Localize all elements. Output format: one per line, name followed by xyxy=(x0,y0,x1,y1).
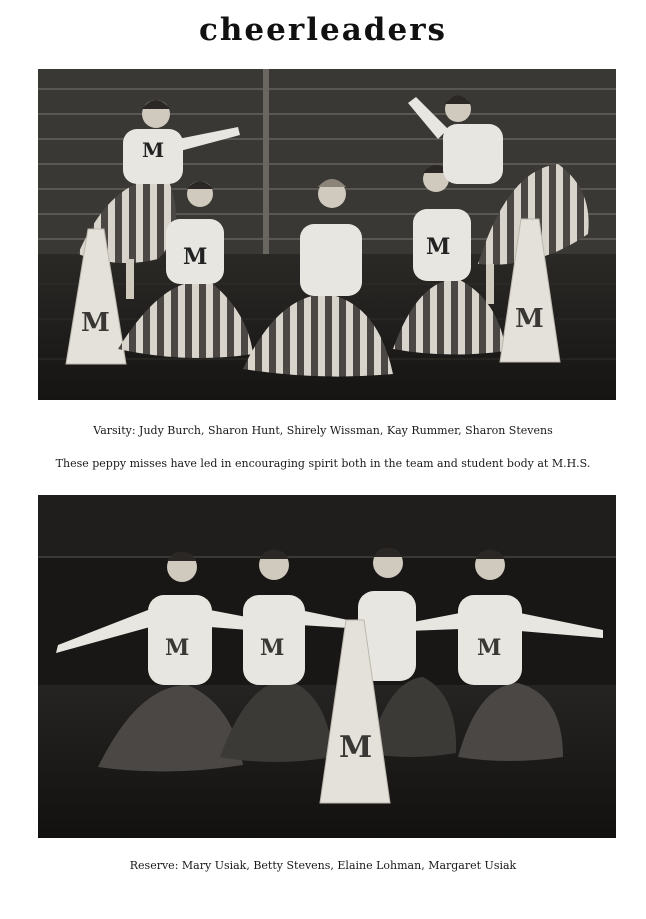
page-title: cheerleaders xyxy=(199,12,447,48)
svg-text:M: M xyxy=(183,244,208,270)
varsity-caption: Varsity: Judy Burch, Sharon Hunt, Shirely Wissman, Kay Rummer, Sharon Stevens xyxy=(93,424,553,437)
varsity-blurb: These peppy misses have led in encouraging spirit both in the team and student body at M.H.S. xyxy=(55,457,591,470)
svg-text:M: M xyxy=(260,635,285,661)
reserve-caption: Reserve: Mary Usiak, Betty Stevens, Elaine Lohman, Margaret Usiak xyxy=(129,859,517,872)
svg-text:M: M xyxy=(142,138,165,162)
svg-text:M: M xyxy=(515,304,544,334)
svg-text:M: M xyxy=(477,635,502,661)
svg-text:M: M xyxy=(426,234,451,260)
svg-text:M: M xyxy=(165,635,190,661)
svg-text:M: M xyxy=(339,730,373,765)
svg-text:M: M xyxy=(81,308,110,338)
varsity-photo xyxy=(38,69,616,400)
reserve-photo xyxy=(38,495,616,838)
